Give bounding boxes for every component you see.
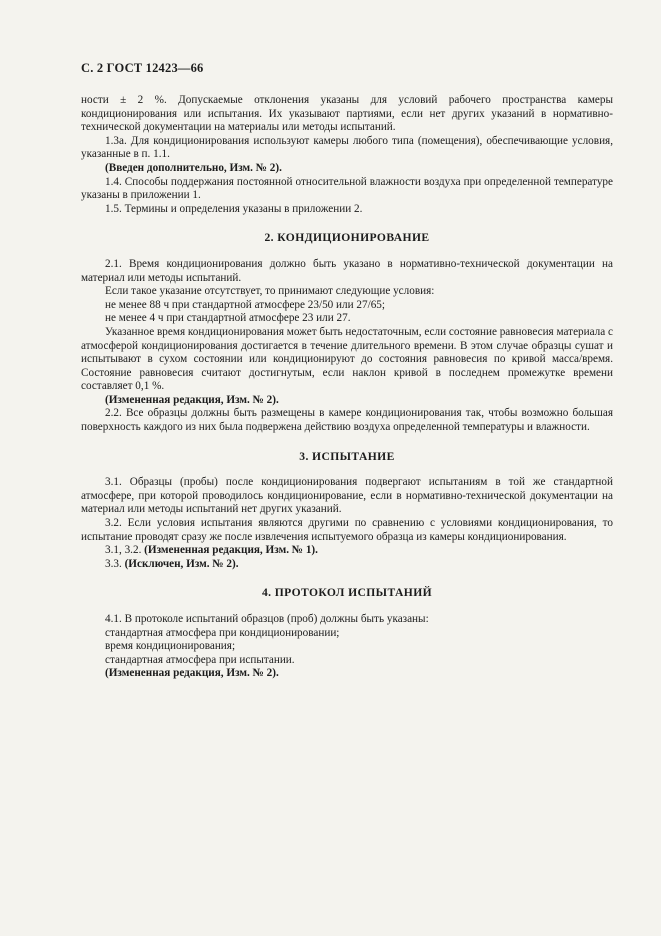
paragraph: 1.5. Термины и определения указаны в приложении 2. — [105, 202, 363, 215]
amendment-note: (Введен дополнительно, Изм. № 2). — [105, 161, 282, 174]
amendment-note: (Измененная редакция, Изм. № 1). — [144, 544, 318, 557]
amendment-note: (Измененная редакция, Изм. № 2). — [105, 667, 279, 680]
section-heading-2: 2. КОНДИЦИОНИРОВАНИЕ — [264, 231, 430, 245]
paragraph: не менее 88 ч при стандартной атмосфере 23/50 или 27/65; — [105, 298, 385, 311]
paragraph: Указанное время кондиционирования может быть недостаточным, если состояние равновесия материала с атмосферой кондиционирования достигается в течение длительного времени. В этом случае образцы сушат и испытывают в сухом состоянии или кондиционируют до состояния равновесия по кривой масса/время. Состояние равновесия считают достигнутым, если наклон кривой в последнем промежутке времени составляет 0,1 %. — [81, 325, 613, 393]
list-item: время кондиционирования; — [105, 640, 236, 653]
paragraph: ности ± 2 %. Допускаемые отклонения указаны для условий рабочего пространства камеры кондиционирования или испытания. Их указывают партиями, если нет других указаний в нормативно-технической документации на материалы или методы испытаний. — [81, 94, 613, 134]
clause-number: 3.3. — [105, 557, 122, 570]
paragraph: 4.1. В протоколе испытаний образцов (проб) должны быть указаны: — [105, 613, 429, 625]
amendment-line — [81, 544, 613, 558]
amendment-note: (Измененная редакция, Изм. № 2). — [105, 393, 279, 406]
list-item: стандартная атмосфера при кондиционировании; — [105, 626, 340, 639]
section-heading-3: 3. ИСПЫТАНИЕ — [299, 449, 395, 463]
paragraph: не менее 4 ч при стандартной атмосфере 23 или 27. — [105, 312, 351, 325]
amendment-line — [81, 558, 613, 572]
document-body — [81, 94, 613, 681]
amendment-note: (Исключен, Изм. № 2). — [124, 557, 239, 570]
section-heading-4: 4. ПРОТОКОЛ ИСПЫТАНИЙ — [261, 586, 433, 600]
page-header: С. 2 ГОСТ 12423—66 — [81, 61, 204, 75]
paragraph: 1.4. Способы поддержания постоянной относительной влажности воздуха при определенной температуре указаны в приложении 1. — [81, 175, 613, 202]
paragraph: 1.3а. Для кондиционирования используют камеры любого типа (помещения), обеспечивающие условия, указанные в п. 1.1. — [81, 134, 613, 161]
paragraph: 3.1. Образцы (пробы) после кондиционирования подвергают испытаниям в той же стандартной атмосфере, при которой проводилось кондиционирование, если в нормативно-технической документации на материал или методы испытаний нет других указаний. — [81, 476, 613, 516]
paragraph: Если такое указание отсутствует, то принимают следующие условия: — [105, 285, 435, 298]
list-item: стандартная атмосфера при испытании. — [105, 653, 295, 666]
paragraph: 2.1. Время кондиционирования должно быть указано в нормативно-технической документации на материал или методы испытаний. — [81, 257, 613, 284]
paragraph: 2.2. Все образцы должны быть размещены в камере кондиционирования так, чтобы возможно большая поверхность каждого из них была подвержена действию воздуха определенной температуры и влажности. — [81, 407, 613, 434]
paragraph: 3.2. Если условия испытания являются другими по сравнению с условиями кондиционирования, то испытание проводят сразу же после извлечения испытуемого образца из камеры кондиционирования. — [81, 517, 613, 543]
clause-number: 3.1, 3.2. — [105, 544, 142, 557]
